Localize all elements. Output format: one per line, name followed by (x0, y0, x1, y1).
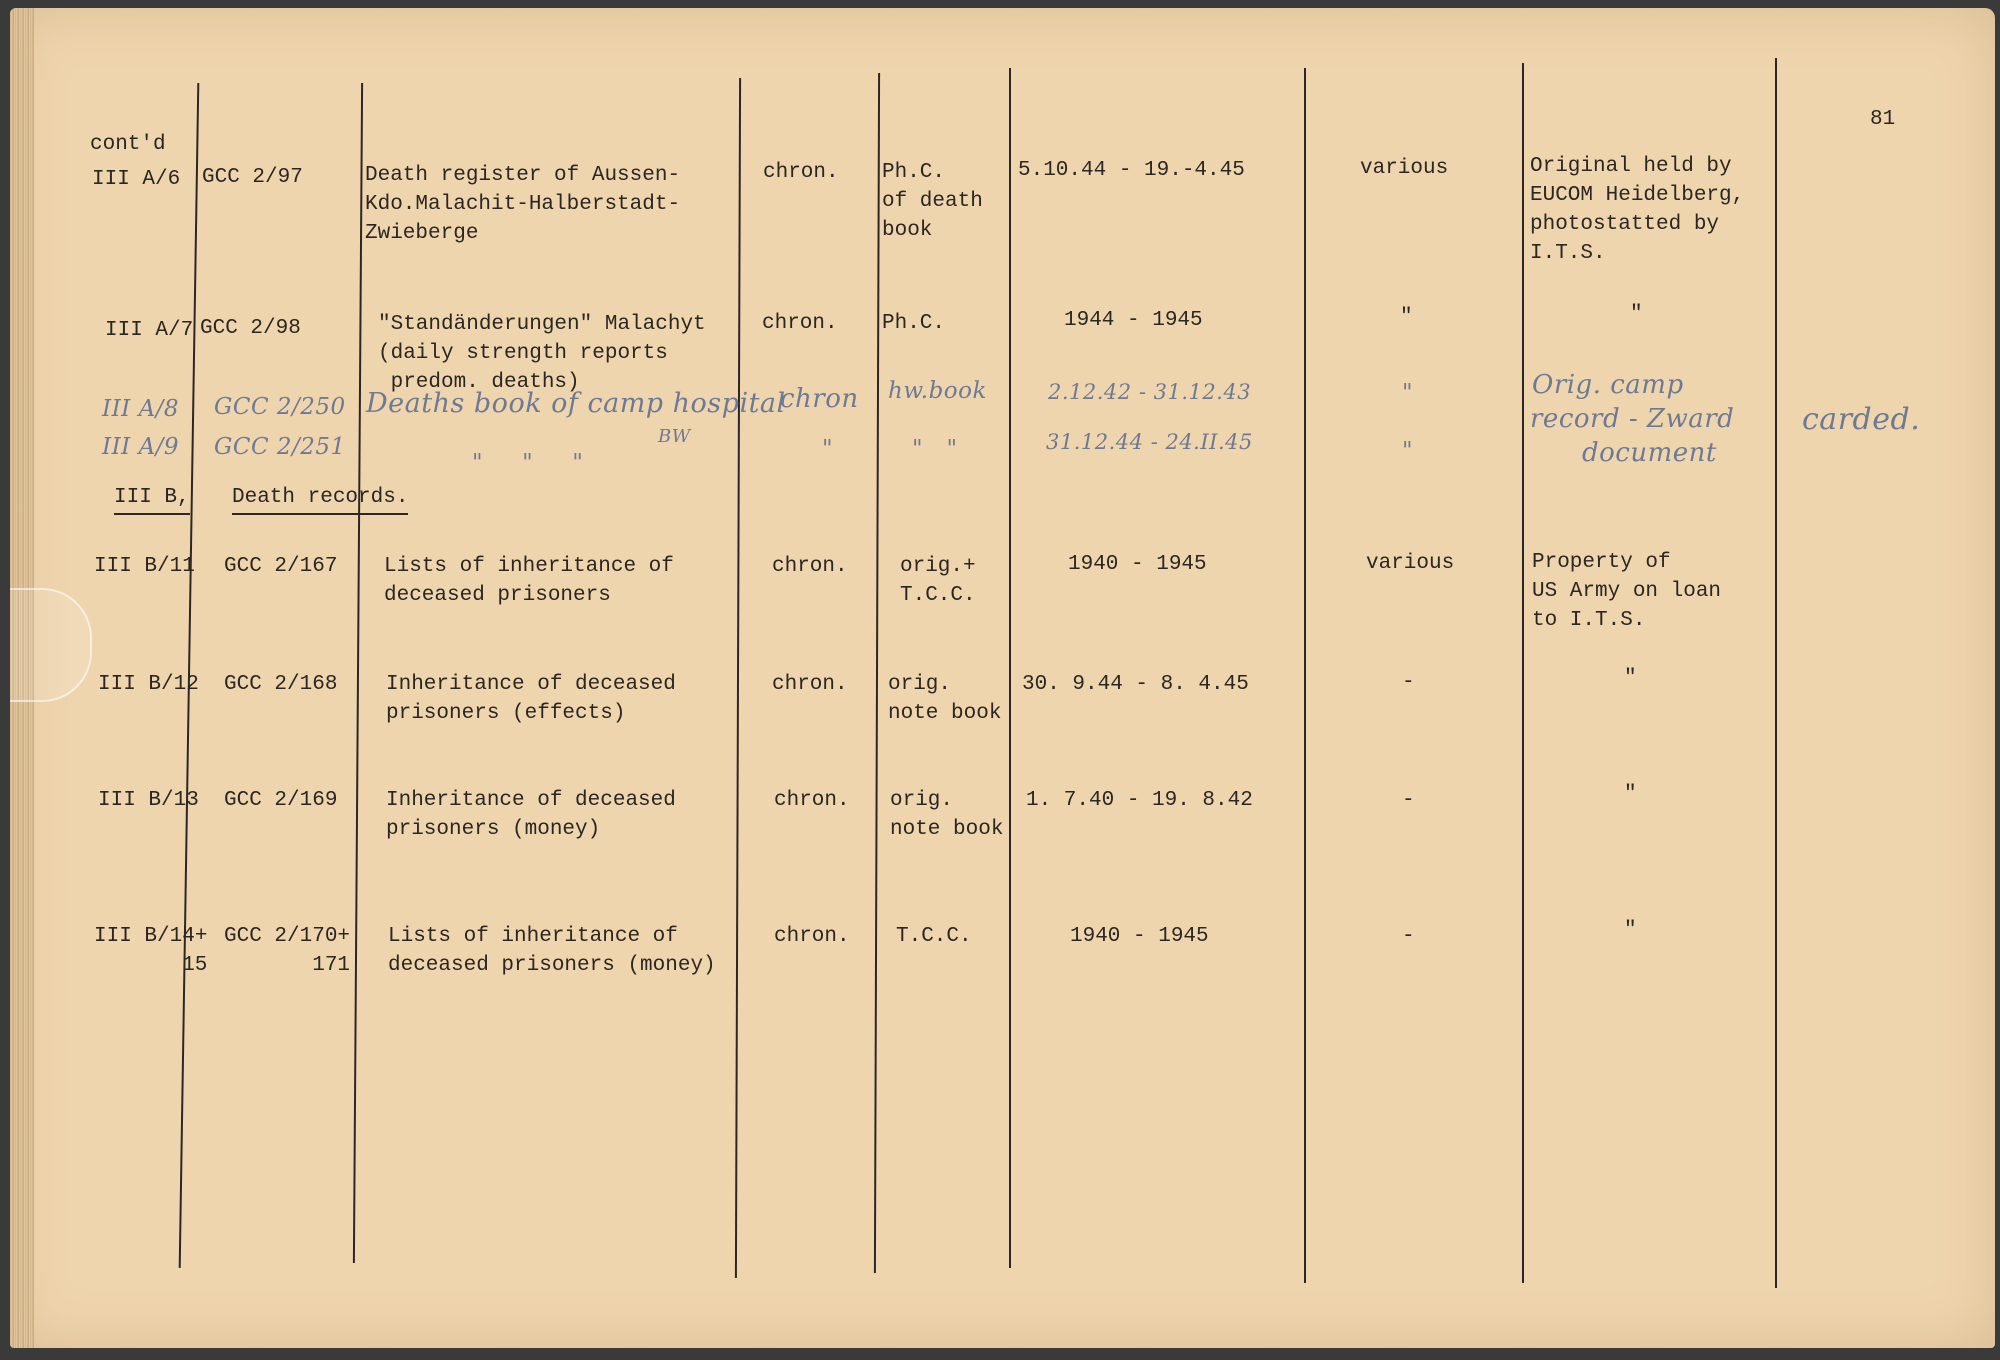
column-rule (1775, 58, 1777, 1288)
column-rule (353, 83, 363, 1263)
row-dates: 30. 9.44 - 8. 4.45 (1022, 673, 1249, 696)
hw-gcc: GCC 2/251 (214, 434, 346, 460)
hw-dates: 31.12.44 - 24.II.45 (1046, 430, 1253, 454)
row-remarks: " (1624, 783, 1637, 806)
contd-label: cont'd (90, 133, 166, 156)
hw-amount: " (1402, 438, 1414, 464)
hw-ref: III A/9 (102, 434, 180, 460)
hw-margin-note: carded. (1802, 402, 1921, 437)
row-amount: - (1402, 671, 1415, 694)
row-form: orig. note book (890, 789, 1004, 841)
hw-form: hw.book (888, 378, 987, 404)
row-form: Ph.C. of death book (882, 161, 983, 242)
hw-description: " " " (472, 450, 584, 476)
row-form: orig.+ T.C.C. (900, 555, 976, 607)
column-rule (735, 78, 741, 1278)
row-amount: - (1402, 789, 1415, 812)
row-dates: 1944 - 1945 (1064, 309, 1203, 332)
row-gcc: GCC 2/170+ 171 (224, 925, 351, 977)
hw-remarks: document (1582, 438, 1717, 468)
row-amount: various (1366, 552, 1455, 575)
hw-dates: 2.12.42 - 31.12.43 (1048, 380, 1252, 404)
row-remarks: " (1624, 667, 1637, 690)
row-ref: III B/14+ 15 (94, 925, 208, 977)
row-gcc: GCC 2/98 (200, 317, 301, 340)
row-form: orig. note book (888, 673, 1002, 725)
row-gcc: GCC 2/168 (224, 673, 338, 696)
column-rule (1522, 63, 1524, 1283)
hw-form: " " (912, 436, 958, 462)
row-order: chron. (774, 789, 850, 812)
row-ref: III A/7 (105, 319, 194, 342)
paper-clip (10, 588, 92, 702)
row-gcc: GCC 2/167 (224, 555, 338, 578)
row-order: chron. (772, 555, 848, 578)
row-ref: III B/12 (98, 673, 199, 696)
page-number: 81 (1870, 108, 1896, 131)
row-gcc: GCC 2/169 (224, 789, 338, 812)
row-order: chron. (762, 312, 838, 335)
hw-description: Deaths book of camp hospital (366, 388, 786, 419)
row-dates: 1. 7.40 - 19. 8.42 (1026, 789, 1253, 812)
row-amount: - (1402, 925, 1415, 948)
hw-remarks: Orig. camp (1532, 370, 1684, 400)
row-description: Inheritance of deceased prisoners (effects) (386, 673, 676, 725)
row-dates: 1940 - 1945 (1068, 553, 1207, 576)
section-title: Death records. (232, 483, 408, 515)
hw-gcc: GCC 2/250 (214, 394, 346, 420)
row-remarks: Original held by EUCOM Heidelberg, photostatted by I.T.S. (1530, 155, 1745, 265)
column-rule (1304, 68, 1306, 1283)
row-remarks: " (1624, 919, 1637, 942)
row-order: chron. (763, 161, 839, 184)
row-amount: various (1360, 157, 1449, 180)
row-remarks: Property of US Army on loan to I.T.S. (1532, 551, 1722, 632)
row-order: chron. (774, 925, 850, 948)
column-rule (1009, 68, 1011, 1268)
row-ref: III A/6 (92, 168, 181, 191)
row-amount: " (1400, 306, 1413, 329)
row-dates: 1940 - 1945 (1070, 925, 1209, 948)
document-page (10, 8, 1995, 1348)
section-label: III B, (114, 483, 190, 515)
row-dates: 5.10.44 - 19.-4.45 (1018, 159, 1245, 182)
row-ref: III B/13 (98, 789, 199, 812)
row-order: chron. (772, 673, 848, 696)
row-form: Ph.C. (882, 312, 946, 335)
hw-amount: " (1402, 380, 1414, 406)
row-form: T.C.C. (896, 925, 972, 948)
row-description: Lists of inheritance of deceased prisoners (384, 555, 674, 607)
row-description: Inheritance of deceased prisoners (money) (386, 789, 676, 841)
column-rule (874, 73, 880, 1273)
row-ref: III B/11 (94, 555, 195, 578)
row-gcc: GCC 2/97 (202, 166, 303, 189)
row-description: Lists of inheritance of deceased prisoners (money) (388, 925, 716, 977)
hw-remarks: record - Zward (1530, 404, 1735, 434)
row-remarks: " (1630, 303, 1643, 326)
hw-description-sub: BW (658, 426, 691, 447)
hw-order: " (822, 436, 834, 462)
hw-order: chron (780, 384, 859, 414)
hw-ref: III A/8 (102, 396, 180, 422)
row-description: "Standänderungen" Malachyt (daily strength reports predom. deaths) (378, 313, 706, 394)
row-description: Death register of Aussen- Kdo.Malachit-Halberstadt- Zwieberge (365, 164, 681, 245)
